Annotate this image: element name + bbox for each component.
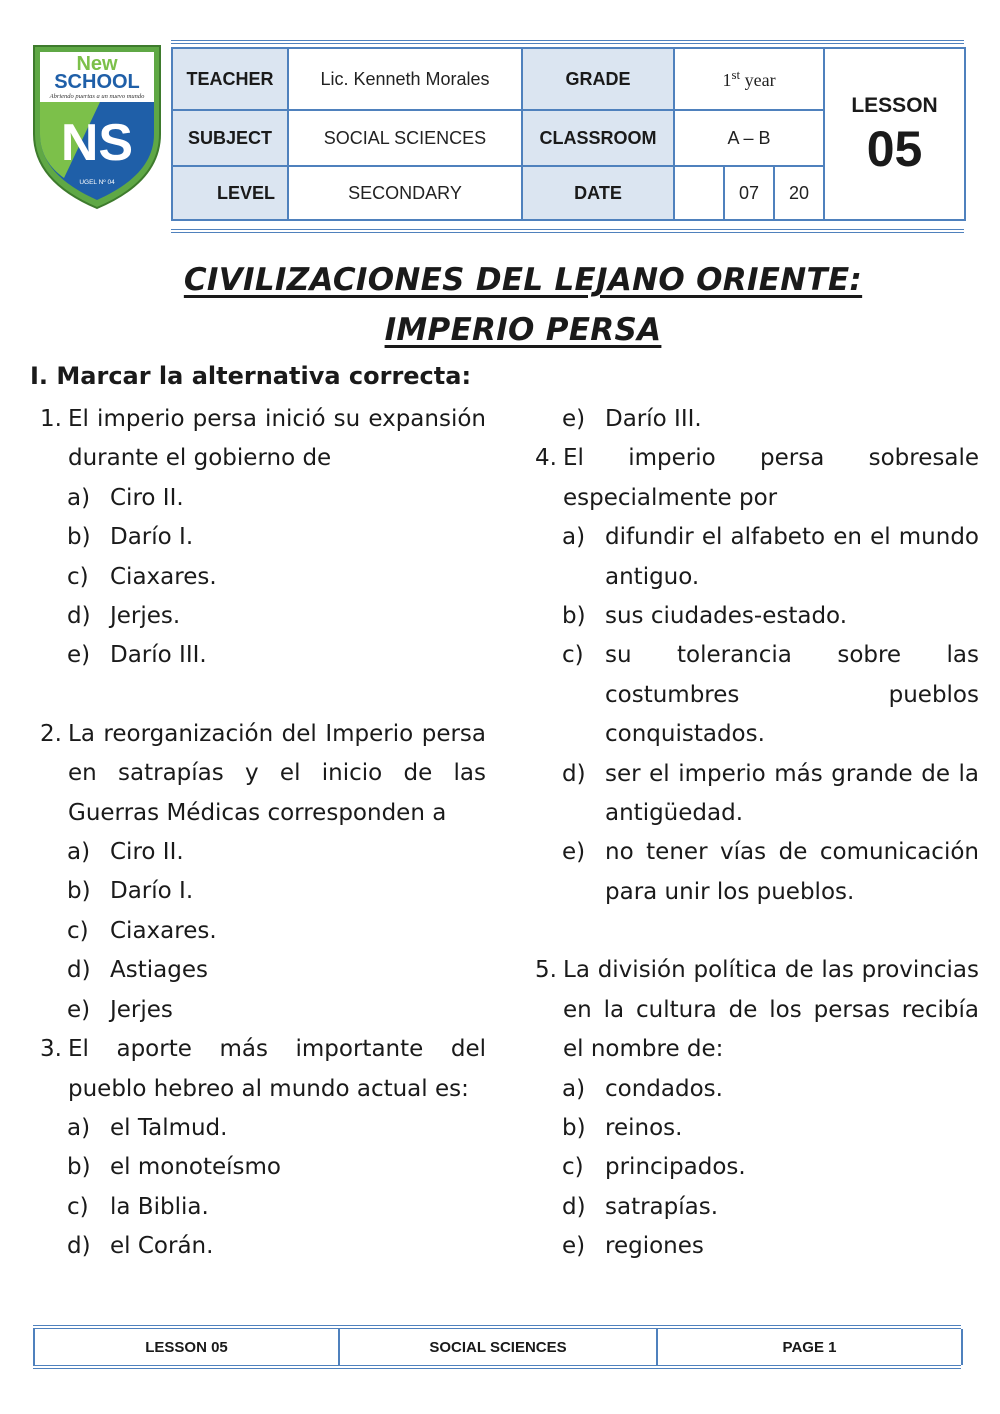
logo-tagline: Abriendo puertas a un nuevo mundo — [49, 93, 145, 100]
lesson-label: LESSON — [851, 94, 938, 117]
option-text: el Talmud. — [110, 1114, 228, 1141]
option[interactable] — [562, 1188, 979, 1227]
question-5 — [535, 951, 979, 1069]
option[interactable] — [67, 833, 486, 872]
level-value: SECONDARY — [288, 166, 522, 220]
option-letter: e) — [562, 839, 586, 866]
teacher-label: TEACHER — [172, 48, 288, 110]
grade-value: 1st year — [674, 48, 824, 110]
option-text: el monoteísmo — [110, 1154, 281, 1181]
option-text: condados. — [605, 1075, 723, 1102]
date-month: 07 — [724, 166, 774, 220]
option[interactable] — [562, 400, 979, 439]
option[interactable] — [67, 912, 486, 951]
option-text: Ciro II. — [110, 839, 184, 866]
option-text: Darío III. — [605, 406, 702, 432]
option[interactable] — [67, 1148, 486, 1187]
option[interactable] — [67, 1188, 486, 1227]
option[interactable] — [562, 597, 979, 636]
question-number: 5. — [535, 957, 557, 984]
footer-lesson: LESSON 05 — [34, 1329, 339, 1365]
option[interactable] — [562, 755, 979, 834]
option-letter: b) — [67, 524, 91, 551]
header-info-table — [171, 40, 964, 233]
option-letter: a) — [562, 524, 586, 551]
question-2 — [40, 715, 486, 833]
subject-label: SUBJECT — [172, 110, 288, 166]
logo-brand-line1: New — [76, 53, 118, 75]
footer-subject: SOCIAL SCIENCES — [339, 1329, 657, 1365]
level-label: LEVEL — [172, 166, 288, 220]
question-text: El aporte más importante del pueblo hebreo al mundo actual es: — [68, 1036, 486, 1102]
option-letter: c) — [67, 917, 89, 944]
option-text: Ciaxares. — [110, 563, 217, 590]
lesson-box — [824, 48, 965, 220]
teacher-value: Lic. Kenneth Morales — [288, 48, 522, 110]
page-footer — [33, 1325, 961, 1369]
question-number: 1. — [40, 406, 62, 432]
question-1 — [40, 400, 486, 479]
question-text: La división política de las provincias en la cultura de los persas recibía el nombre de: — [563, 957, 979, 1063]
question-number: 3. — [40, 1036, 62, 1063]
question-text: El imperio persa inició su expansión durante el gobierno de — [68, 406, 486, 472]
option-letter: b) — [562, 603, 586, 630]
option-text: Jerjes. — [110, 603, 181, 630]
question-4 — [535, 439, 979, 518]
option-letter: e) — [562, 1233, 586, 1260]
option[interactable] — [67, 558, 486, 597]
option[interactable] — [67, 1109, 486, 1148]
date-label: DATE — [522, 166, 674, 220]
lesson-number: 05 — [866, 121, 923, 177]
option[interactable] — [67, 1227, 486, 1266]
question-text: La reorganización del Imperio persa en satrapías y el inicio de las Guerras Médicas corresponden a — [68, 720, 486, 826]
option[interactable] — [67, 479, 486, 518]
option-text: la Biblia. — [110, 1193, 209, 1220]
option[interactable] — [67, 951, 486, 990]
option-text: satrapías. — [605, 1193, 719, 1220]
option-text: sus ciudades-estado. — [605, 603, 848, 630]
option-text: Darío I. — [110, 524, 194, 551]
option-letter: d) — [67, 603, 91, 630]
option-letter: e) — [67, 642, 91, 669]
worksheet-title-line2: IMPERIO PERSA — [384, 312, 662, 348]
option-letter: d) — [562, 760, 586, 787]
option-text: Astiages — [110, 957, 208, 984]
option-letter: c) — [562, 642, 584, 669]
option-text: Ciaxares. — [110, 917, 217, 944]
option[interactable] — [67, 518, 486, 557]
option-letter: b) — [67, 1154, 91, 1181]
option-letter: a) — [67, 839, 91, 866]
option-letter: d) — [67, 957, 91, 984]
option[interactable] — [562, 1070, 979, 1109]
question-number: 4. — [535, 445, 557, 472]
option[interactable] — [562, 1109, 979, 1148]
option[interactable] — [67, 872, 486, 911]
questions-left-column — [40, 400, 486, 1267]
option-text: difundir el alfabeto en el mundo antiguo. — [605, 524, 979, 590]
option-text: reinos. — [605, 1114, 683, 1141]
option-letter: e) — [67, 996, 91, 1023]
option[interactable] — [67, 991, 486, 1030]
option-letter: a) — [67, 1114, 91, 1141]
option-letter: b) — [67, 878, 91, 905]
logo-brand-line2: SCHOOL — [54, 71, 140, 93]
option-letter: b) — [562, 1114, 586, 1141]
school-logo — [30, 42, 164, 210]
option-letter: d) — [562, 1193, 586, 1220]
option-letter: a) — [67, 484, 91, 511]
option-letter: c) — [67, 1193, 89, 1220]
option-letter: e) — [562, 406, 586, 432]
option-text: Jerjes — [110, 996, 173, 1023]
classroom-value: A – B — [674, 110, 824, 166]
question-text: El imperio persa sobresale especialmente por — [563, 445, 979, 511]
option-text: regiones — [605, 1233, 704, 1260]
option[interactable] — [562, 833, 979, 912]
option-text: el Corán. — [110, 1233, 214, 1260]
option[interactable] — [562, 636, 979, 754]
option-text: no tener vías de comunicación para unir los pueblos. — [605, 839, 979, 905]
option[interactable] — [562, 1227, 979, 1266]
option-text: su tolerancia sobre las costumbres pueblos conquistados. — [605, 642, 979, 748]
option[interactable] — [67, 597, 486, 636]
option-letter: d) — [67, 1233, 91, 1260]
date-year: 20 — [774, 166, 824, 220]
classroom-label: CLASSROOM — [522, 110, 674, 166]
option-text: Darío I. — [110, 878, 194, 905]
option[interactable] — [562, 518, 979, 597]
question-3 — [40, 1030, 486, 1109]
option-letter: c) — [562, 1154, 584, 1181]
section-heading: I. Marcar la alternativa correcta: — [30, 362, 472, 390]
option[interactable] — [67, 636, 486, 675]
option[interactable] — [562, 1148, 979, 1187]
footer-page: PAGE 1 — [657, 1329, 962, 1365]
question-number: 2. — [40, 720, 62, 747]
option-text: principados. — [605, 1154, 746, 1181]
option-text: Darío III. — [110, 642, 207, 669]
subject-value: SOCIAL SCIENCES — [288, 110, 522, 166]
worksheet-title-line1: CIVILIZACIONES DEL LEJANO ORIENTE: — [183, 262, 863, 298]
option-text: ser el imperio más grande de la antigüedad. — [605, 760, 979, 827]
questions-right-column — [535, 400, 979, 1267]
option-letter: c) — [67, 563, 89, 590]
logo-ugel: UGEL Nº 04 — [79, 179, 115, 186]
option-letter: a) — [562, 1075, 586, 1102]
logo-monogram: NS — [60, 114, 134, 172]
grade-label: GRADE — [522, 48, 674, 110]
option-text: Ciro II. — [110, 484, 184, 511]
date-day — [674, 166, 724, 220]
